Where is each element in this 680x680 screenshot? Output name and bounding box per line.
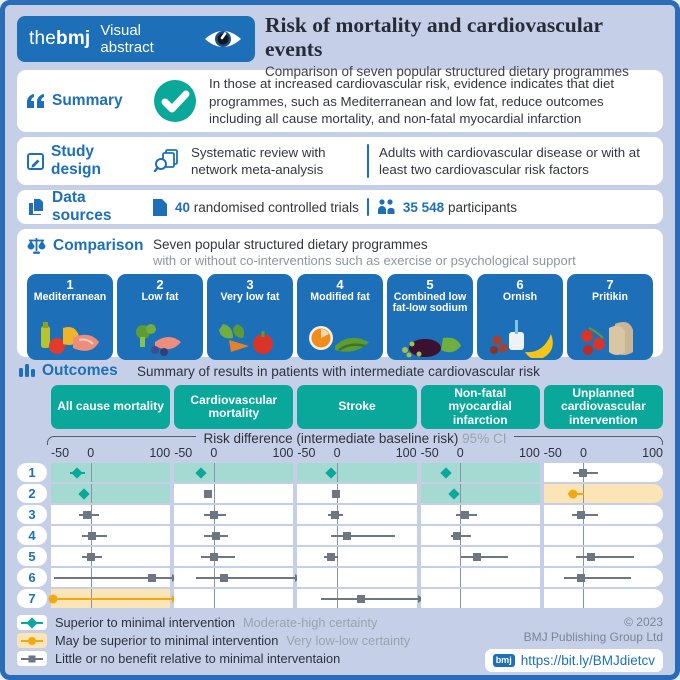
row-label-pill: 4 (17, 526, 47, 545)
legend-may-be-superior-text: May be superior to minimal intervention (55, 633, 279, 648)
comparison-section (17, 229, 663, 357)
axis-brace-right (514, 436, 663, 445)
square-marker (577, 511, 585, 519)
plot-cell (421, 484, 540, 503)
axis-title: Risk difference (intermediate baseline risk) 95% CI (203, 430, 507, 446)
plot-cell (174, 526, 293, 545)
square-marker (577, 574, 585, 582)
legend-little-benefit-text: Little or no benefit relative to minimal interventaion (55, 651, 341, 666)
diet-card-low-fat: 2 Low fat (117, 274, 203, 360)
square-marker (204, 490, 212, 498)
comparison-line1: Seven popular structured dietary programmes (153, 237, 428, 252)
tick-group: -50 0 100 (420, 446, 540, 460)
square-marker (579, 469, 587, 477)
plot-cell (544, 505, 663, 524)
square-marker (212, 532, 220, 540)
participants-icon (377, 199, 395, 215)
pencil-icon (27, 153, 44, 170)
divider (367, 198, 369, 216)
low-fat-foods-icon (125, 322, 195, 358)
plot-cell (421, 526, 540, 545)
square-marker (453, 532, 461, 540)
divider (367, 144, 369, 178)
plot-cell (51, 589, 170, 608)
forest-plot (17, 463, 663, 608)
plot-cell (297, 568, 416, 587)
modified-fat-foods-icon (305, 322, 375, 358)
square-marker (83, 511, 91, 519)
outcomes-label: Outcomes (42, 362, 118, 379)
square-marker (87, 553, 95, 561)
circle-marker (569, 489, 578, 498)
link-pill[interactable] (485, 649, 663, 672)
row-label-pill: 3 (17, 505, 47, 524)
diamond-marker (325, 467, 336, 478)
square-marker (357, 595, 365, 603)
comparison-line2: with or without co-interventions such as exercise or psychological support (153, 253, 576, 268)
may-be-superior-swatch-icon (17, 633, 47, 648)
quote-icon (27, 94, 45, 108)
diamond-marker (78, 488, 89, 499)
diet-card-mediterranean: 1 Mediterranean (27, 274, 113, 360)
diet-cards (27, 274, 653, 360)
diet-card-pritikin: 7 Pritikin (567, 274, 653, 360)
study-method: Systematic review with network meta-analysis (191, 144, 326, 177)
little-benefit-swatch-icon (17, 651, 47, 666)
data-sources-label: Data sources (52, 189, 112, 224)
plot-cell (421, 505, 540, 524)
trials-stat: 40 randomised controlled trials (175, 199, 359, 215)
eye-icon (203, 27, 243, 51)
square-marker (210, 553, 218, 561)
square-marker (332, 490, 340, 498)
mediterranean-foods-icon (35, 322, 105, 358)
credits (473, 615, 663, 672)
plot-cell (544, 526, 663, 545)
summary-text: In those at increased cardiovascular risk, evidence indicates that diet programmes, such as Mediterranean and low fat, reduce outcomes including all cause mortality, and non-fatal myocardial infarction (209, 76, 615, 126)
outcome-column-headers (17, 385, 663, 429)
plot-cell (544, 589, 663, 608)
plot-cell (51, 463, 170, 482)
diamond-marker (196, 467, 207, 478)
legend-superior-certainty: Moderate-high certainty (242, 615, 378, 630)
axis-brace-left (47, 436, 196, 445)
bmj-logo-box (17, 16, 255, 62)
legend-superior-text: Superior to minimal intervention (55, 615, 235, 630)
diet-card-combined: 5 Combined low fat-low sodium (387, 274, 473, 360)
plot-cell (297, 463, 416, 482)
plot-cell (174, 484, 293, 503)
comparison-label-group (27, 237, 145, 255)
plot-cell (297, 526, 416, 545)
pritikin-foods-icon (575, 318, 645, 358)
square-marker (473, 553, 481, 561)
plot-cell (51, 505, 170, 524)
bmj-logo: thebmj (29, 28, 91, 49)
plot-cell (174, 547, 293, 566)
plot-cell (421, 547, 540, 566)
square-marker (331, 511, 339, 519)
square-marker (88, 532, 96, 540)
row-label-pill: 7 (17, 589, 47, 608)
data-sources-content (153, 198, 517, 216)
page-subtitle: Comparison of seven popular structured dietary programmes (265, 64, 629, 80)
plot-cell (174, 505, 293, 524)
diet-card-ornish: 6 Ornish (477, 274, 563, 360)
square-marker (587, 553, 595, 561)
diet-card-very-low-fat: 3 Very low fat (207, 274, 293, 360)
summary-label: Summary (52, 92, 123, 109)
trial-page-icon (153, 199, 167, 216)
plot-cell (297, 484, 416, 503)
study-design-label-group (27, 143, 145, 179)
plot-cell (421, 568, 540, 587)
tick-group: -50 0 100 (174, 446, 294, 460)
square-marker (148, 574, 156, 582)
row-label-pill: 2 (17, 484, 47, 503)
very-low-fat-foods-icon (215, 322, 285, 358)
square-marker (461, 511, 469, 519)
row-label-pill: 6 (17, 568, 47, 587)
outcomes-label-group (19, 362, 129, 380)
combined-foods-icon (395, 334, 465, 358)
legend-item-superior (17, 615, 463, 630)
diamond-marker (72, 467, 83, 478)
plot-cell (421, 463, 540, 482)
diamond-marker (448, 488, 459, 499)
legend-item-little-benefit (17, 651, 463, 666)
row-label-pill: 1 (17, 463, 47, 482)
plot-cell (544, 547, 663, 566)
plot-cell (51, 568, 170, 587)
column-header-unplanned-intervention: Unplanned cardiovascular intervention (544, 385, 663, 429)
bmj-mini-logo-icon: bmj (493, 654, 515, 667)
circle-marker (48, 594, 57, 603)
study-population: Adults with cardiovascular disease or with at least two cardiovascular risk factors (379, 144, 640, 177)
plot-cell (51, 547, 170, 566)
diet-card-modified-fat: 4 Modified fat (297, 274, 383, 360)
visual-abstract-label: Visual abstract (100, 22, 154, 56)
participants-stat: 35 548 participants (402, 199, 517, 215)
plot-cell (297, 547, 416, 566)
plot-cell (51, 484, 170, 503)
plot-cell (297, 589, 416, 608)
legend-item-may-be-superior (17, 633, 463, 648)
diamond-marker (440, 467, 451, 478)
tick-group: -50 0 100 (543, 446, 663, 460)
column-header-non-fatal-mi: Non-fatal myocardial infarction (421, 385, 540, 429)
legend (17, 615, 463, 672)
row-label-pill: 5 (17, 547, 47, 566)
study-design-section (17, 137, 663, 185)
check-icon (153, 79, 197, 123)
study-design-label: Study design (51, 143, 101, 178)
plot-cell (297, 505, 416, 524)
legend-may-be-superior-certainty: Very low-low certainty (286, 633, 411, 648)
title-block (265, 14, 663, 79)
plot-cell (174, 568, 293, 587)
plot-cell (421, 589, 540, 608)
outcomes-header (19, 362, 663, 380)
study-design-content (153, 144, 669, 178)
axis-title-row (47, 430, 663, 446)
comparison-text (153, 237, 576, 268)
summary-section (17, 70, 663, 132)
data-sources-section (17, 190, 663, 224)
column-header-all-cause-mortality: All cause mortality (51, 385, 170, 429)
outcomes-subtitle: Summary of results in patients with intermediate cardiovascular risk (137, 363, 540, 379)
ornish-foods-icon (485, 318, 555, 358)
square-marker (327, 553, 335, 561)
link-url[interactable]: https://bit.ly/BMJdietcv (520, 653, 655, 668)
plot-cell (174, 463, 293, 482)
square-marker (220, 574, 228, 582)
axis-ticks (17, 446, 663, 461)
search-papers-icon (153, 147, 181, 175)
plot-cell (544, 484, 663, 503)
square-marker (343, 532, 351, 540)
plot-cell (544, 463, 663, 482)
tick-group: -50 0 100 (297, 446, 417, 460)
page-title: Risk of mortality and cardiovascular events (265, 13, 603, 61)
plot-cell (51, 526, 170, 545)
footer (17, 615, 663, 672)
documents-icon (27, 198, 45, 216)
comparison-label: Comparison (53, 237, 144, 254)
scales-icon (27, 237, 46, 255)
header (17, 13, 663, 80)
plot-cell (174, 589, 293, 608)
superior-swatch-icon (17, 615, 47, 630)
tick-group: -50 0 100 (51, 446, 171, 460)
square-marker (210, 511, 218, 519)
summary-label-group (27, 92, 145, 110)
bar-chart-icon (19, 363, 35, 379)
plot-cell (544, 568, 663, 587)
column-header-cardiovascular-mortality: Cardiovascular mortality (174, 385, 293, 429)
data-sources-label-group (27, 189, 145, 225)
copyright: © 2023 BMJ Publishing Group Ltd (523, 615, 663, 644)
column-header-stroke: Stroke (297, 385, 416, 429)
